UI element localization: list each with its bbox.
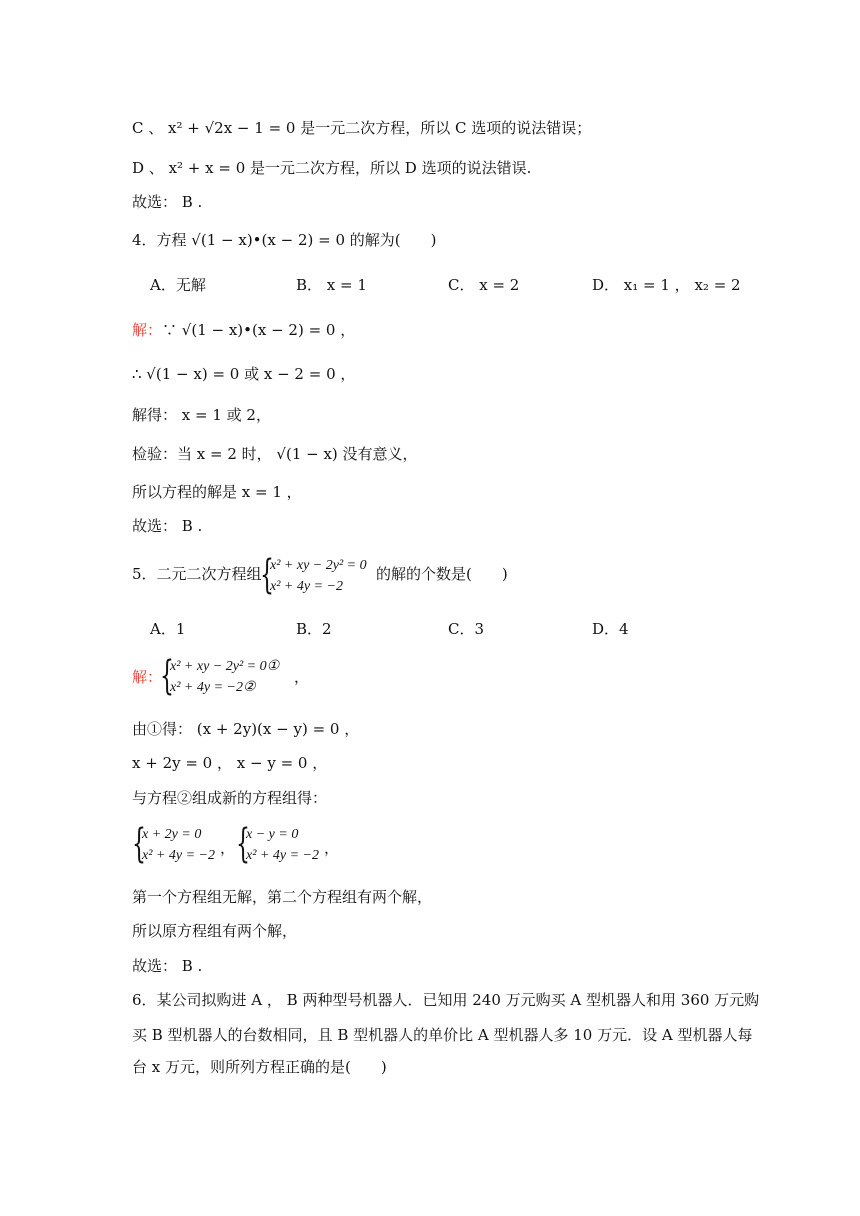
q4-step-3: 解得： x = 1 或 2， (132, 406, 271, 424)
q5-stem-eq-2: x² + 4y = −2 (270, 579, 343, 594)
q4-answer: 故选： B . (132, 517, 203, 535)
q4-solution-line-1 (132, 320, 355, 340)
q4-stem: 4．方程 √(1 − x)•(x − 2) = 0 的解为( ) (132, 231, 437, 249)
q6-stem-line-2: 买 B 型机器人的台数相同，且 B 型机器人的单价比 A 型机器人多 10 万元．设 A 型机器人每 (132, 1026, 753, 1044)
q3-option-d-explanation: D 、 x² + x = 0 是一元二次方程，所以 D 选项的说法错误. (132, 159, 532, 177)
q5-jie-suffix: ， (294, 668, 310, 686)
q5-new-system-1-brace: { (132, 821, 146, 867)
q5-jie-brace: { (160, 653, 174, 699)
q5-stem-system-rows (270, 555, 367, 597)
q5-new-system-2-eq-1: x − y = 0 (246, 827, 299, 842)
q5-new-system-2-eq-2: x² + 4y = −2 (246, 848, 319, 863)
q5-stem-brace: { (260, 552, 274, 598)
q5-conclusion-2: 所以原方程组有两个解， (132, 922, 298, 940)
q4-jie-label: 解： (132, 321, 163, 339)
q5-step-1: 由①得： (x + 2y)(x − y) = 0 ， (132, 720, 360, 738)
q4-option-a: A．无解 (150, 276, 206, 294)
q3-answer: 故选： B . (132, 193, 203, 211)
q5-jie-label: 解： (132, 668, 163, 686)
q4-step-1: ∵ √(1 − x)•(x − 2) = 0 ， (162, 321, 356, 339)
q5-jie-eq-1: x² + xy − 2y² = 0① (170, 659, 280, 674)
q5-system-end: ， (324, 839, 340, 857)
q5-option-c: C．3 (448, 620, 485, 638)
q5-new-system-1-rows (142, 824, 215, 866)
q5-stem-eq-1: x² + xy − 2y² = 0 (270, 558, 367, 573)
q4-option-d: D． x₁ = 1 ， x₂ = 2 (592, 276, 741, 294)
q5-stem-prefix: 5．二元二次方程组 (132, 565, 262, 583)
q3-option-c-explanation: C 、 x² + √2x − 1 = 0 是一元二次方程，所以 C 选项的说法错误； (132, 119, 592, 137)
q4-option-b: B． x = 1 (296, 276, 367, 294)
q5-conclusion-1: 第一个方程组无解，第二个方程组有两个解， (132, 888, 433, 906)
q5-new-system-1-eq-2: x² + 4y = −2 (142, 848, 215, 863)
q5-new-system-1-eq-1: x + 2y = 0 (142, 827, 202, 842)
q4-step-5: 所以方程的解是 x = 1 ， (132, 483, 302, 501)
q5-answer: 故选： B . (132, 957, 203, 975)
q6-stem-line-3: 台 x 万元，则所列方程正确的是( ) (132, 1058, 387, 1076)
q5-step-2: x + 2y = 0 ， x − y = 0 ， (132, 754, 328, 772)
q5-step-3: 与方程②组成新的方程组得： (132, 789, 328, 807)
q5-system-separator: ， (220, 839, 236, 857)
q4-step-4: 检验：当 x = 2 时， √(1 − x) 没有意义， (132, 445, 418, 463)
q5-new-system-2-rows (246, 824, 319, 866)
q4-option-c: C． x = 2 (448, 276, 520, 294)
q5-option-a: A．1 (150, 620, 186, 638)
q5-option-b: B．2 (296, 620, 332, 638)
q6-stem-line-1: 6．某公司拟购进 A ， B 两种型号机器人．已知用 240 万元购买 A 型机器人和用 360 万元购 (132, 991, 760, 1009)
q5-new-system-2-brace: { (236, 821, 250, 867)
q5-jie-system-rows (170, 656, 279, 698)
q5-stem-suffix: 的解的个数是( ) (376, 565, 508, 583)
q5-jie-eq-2: x² + 4y = −2② (170, 680, 256, 695)
q4-step-2: ∴ √(1 − x) = 0 或 x − 2 = 0 ， (132, 365, 356, 383)
q5-option-d: D．4 (592, 620, 629, 638)
